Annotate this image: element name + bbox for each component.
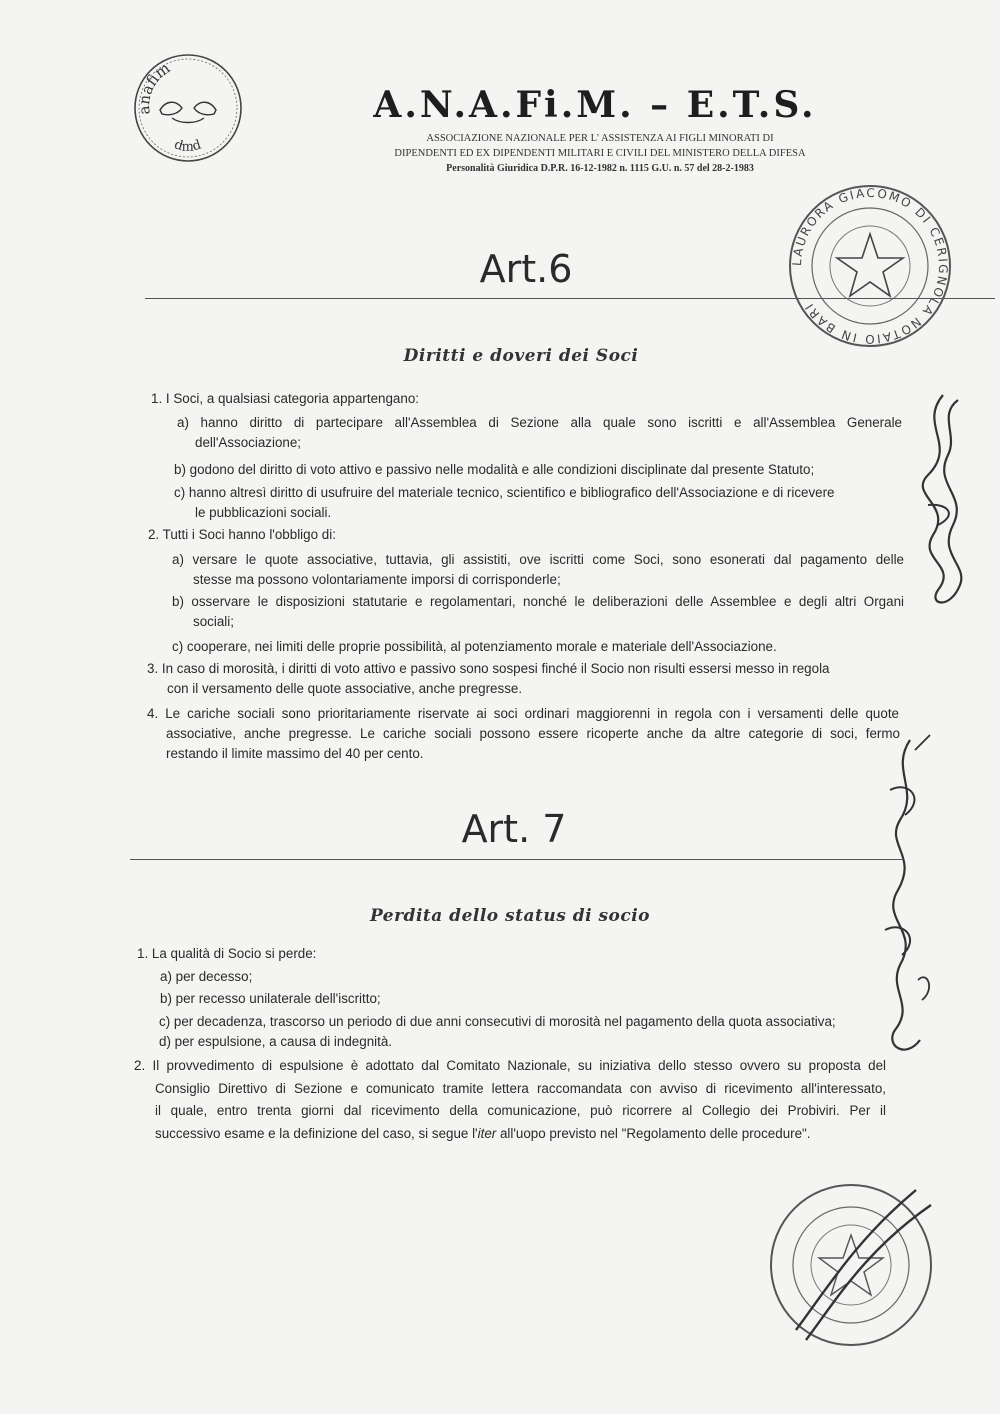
art6-para-1: 1. I Soci, a qualsiasi categoria appartengano: <box>151 391 419 406</box>
art7-para-1a: a) per decesso; <box>160 969 253 984</box>
art6-para-2b-line1: b) osservare le disposizioni statutarie e regolamentari, nonché le deliberazioni delle Assemblee e degli altri Organi <box>172 594 904 609</box>
art7-para-2-line4 <box>155 1126 811 1142</box>
art7-para-1b: b) per recesso unilaterale dell'iscritto; <box>160 991 381 1006</box>
svg-text:LAURORA GIACOMO DI CERIGNOLA N <box>790 186 950 346</box>
art6-para-1b: b) godono del diritto di voto attivo e passivo nelle modalità e alle condizioni disciplinate dal presente Statuto; <box>174 462 815 477</box>
art6-para-2b-line2: sociali; <box>193 614 234 629</box>
art7-para-1: 1. La qualità di Socio si perde: <box>137 946 317 961</box>
article-6-title: Diritti e doveri dei Soci <box>403 346 639 366</box>
article-6-divider <box>145 298 995 299</box>
stamp-text: LAURORA GIACOMO DI CERIGNOLA NOTAIO IN BARI <box>789 185 951 347</box>
legal-personality-line: Personalità Giuridica D.P.R. 16-12-1982 n. 1115 G.U. n. 57 del 28-2-1983 <box>446 163 754 174</box>
notary-stamp-top <box>786 182 954 350</box>
art6-para-1a-line2: dell'Associazione; <box>195 435 302 450</box>
art6-para-2c: c) cooperare, nei limiti delle proprie possibilità, al potenziamento morale e materiale dell'Associazione. <box>172 639 777 654</box>
article-7-heading: Art. 7 <box>461 807 567 851</box>
handwritten-signature-1 <box>898 385 978 615</box>
art6-para-1c-line1: c) hanno altresì diritto di usufruire del materiale tecnico, scientifico e bibliografico dell'Associazione e di ricevere <box>174 485 835 500</box>
art7-para-1d: d) per espulsione, a causa di indegnità. <box>159 1034 393 1049</box>
art6-para-4-line3: restando il limite massimo del 40 per cento. <box>166 746 424 761</box>
art6-para-3-line2: con il versamento delle quote associative, anche pregresse. <box>167 681 523 696</box>
article-7-divider <box>130 859 902 860</box>
svg-text:dmd <box>172 137 203 154</box>
iter-term: iter <box>477 1126 497 1141</box>
association-subtitle-line1: ASSOCIAZIONE NAZIONALE PER L' ASSISTENZA AI FIGLI MINORATI DI <box>426 133 774 144</box>
handwritten-signature-2 <box>860 730 940 1070</box>
art6-para-2: 2. Tutti i Soci hanno l'obbligo di: <box>148 527 336 542</box>
article-7-title: Perdita dello status di socio <box>369 906 651 926</box>
art6-para-4-line2: associative, anche pregresse. Le cariche sociali possono essere ricoperte anche da altre categorie di soci, fermo <box>166 726 900 741</box>
art6-para-1c-line2: le pubblicazioni sociali. <box>195 505 332 520</box>
art7-para-2-line3: il quale, entro trenta giorni dal ricevimento della comunicazione, può ricorrere al Collegio dei Probiviri. Per il <box>155 1103 886 1118</box>
logo-text-top: anafim <box>134 58 174 116</box>
art6-para-3-line1: 3. In caso di morosità, i diritti di voto attivo e passivo sono sospesi finché il Socio non risulti essersi messo in regola <box>147 661 830 676</box>
svg-text:anafim <box>135 59 173 115</box>
art7-para-2-line1: 2. Il provvedimento di espulsione è adottato dal Comitato Nazionale, su iniziativa dello stesso ovvero su proposta del <box>134 1058 886 1073</box>
art6-para-1a-line1: a) hanno diritto di partecipare all'Assemblea di Sezione alla quale sono iscritti e all'Assemblea Generale <box>177 415 902 430</box>
logo-text-bottom: dmd <box>172 137 204 155</box>
art7-para-2-line2: Consiglio Direttivo di Sezione e comunicato tramite lettera raccomandata con avviso di ricevimento all'interessato, <box>155 1081 886 1096</box>
art7-para-2-line4-post: all'uopo previsto nel "Regolamento delle procedure". <box>496 1126 811 1141</box>
article-6-heading: Art.6 <box>479 247 573 291</box>
anafim-logo <box>132 52 244 164</box>
art6-para-2a-line1: a) versare le quote associative, tuttavia, gli assistiti, ove iscritti come Soci, sono esonerati dal pagamento delle <box>172 552 904 567</box>
art6-para-2a-line2: stesse ma possono volontariamente imporsi di corrisponderle; <box>193 572 561 587</box>
association-brand: A.N.A.Fi.M. – E.T.S. <box>373 84 817 126</box>
art6-para-4-line1: 4. Le cariche sociali sono prioritariamente riservate ai soci ordinari maggiorenni in regola con i versamenti delle quote <box>147 706 899 721</box>
association-subtitle-line2: DIPENDENTI ED EX DIPENDENTI MILITARI E CIVILI DEL MINISTERO DELLA DIFESA <box>394 148 806 159</box>
art7-para-1c: c) per decadenza, trascorso un periodo di due anni consecutivi di morosità nel pagamento della quota associativa; <box>159 1014 836 1029</box>
art7-para-2-line4-pre: successivo esame e la definizione del caso, si segue l' <box>155 1126 478 1141</box>
notary-stamp-bottom <box>766 1180 936 1350</box>
